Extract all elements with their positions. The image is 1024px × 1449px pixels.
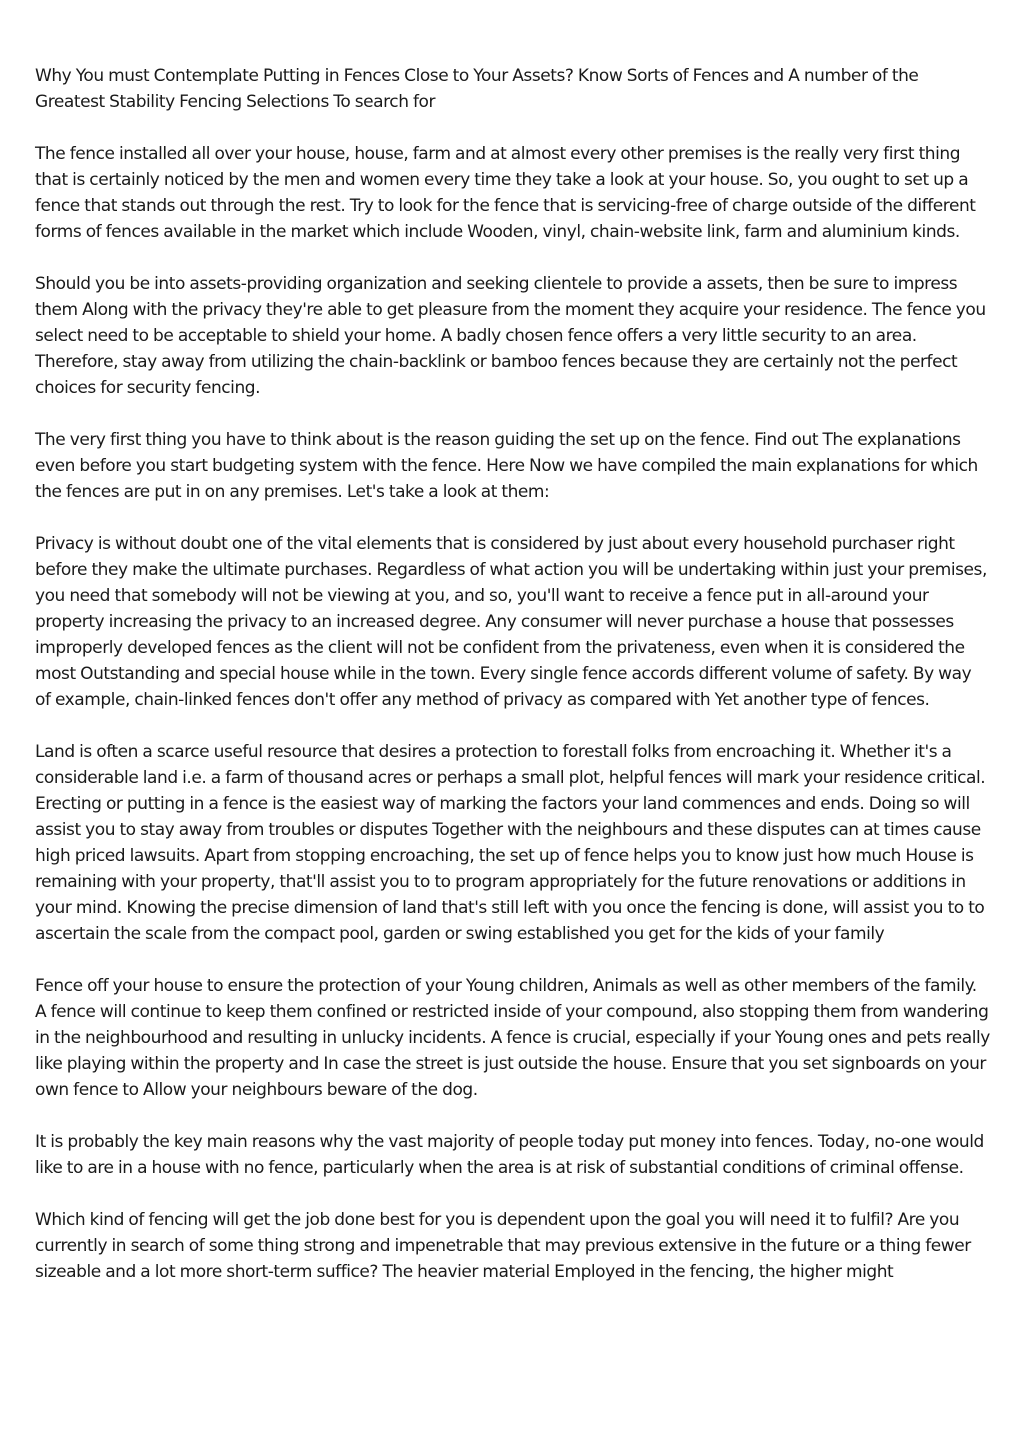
paragraph: Land is often a scarce useful resource that desires a protection to forestall folks from encroaching it. Whether it's a considerable land i.e. a farm of thousand acres or perhaps a small plot, helpful fences will mark your residence critical. Erecting or putting in a fence is the easiest way of marking the factors your land commences and ends. Doing so will assist you to stay away from troubles or disputes Together with the neighbours and these disputes can at times cause high priced lawsuits. Apart from stopping encroaching, the set up of fence helps you to know just how much House is remaining with your property, that'll assist you to to program appropriately for the future renovations or additions in your mind. Knowing the precise dimension of land that's still left with you once the fencing is done, will assist you to to ascertain the scale from the compact pool, garden or swing established you get for the kids of your family bbox=[35, 742, 986, 944]
paragraph: The very first thing you have to think about is the reason guiding the set up on the fence. Find out The explanations even before you start budgeting system with the fence. Here Now we have compiled the main explanations for which the fences are put in on any premises. Let's take a look at them: bbox=[35, 430, 978, 502]
paragraph: The fence installed all over your house, house, farm and at almost every other premises is the really very first thing that is certainly noticed by the men and women every time they take a look at your house. So, you ought to set up a fence that stands out through the rest. Try to look for the fence that is servicing-free of charge outside of the different forms of fences available in the market which include Wooden, vinyl, chain-website link, farm and aluminium kinds. bbox=[35, 144, 976, 242]
paragraph: Fence off your house to ensure the protection of your Young children, Animals as well as other members of the family. A fence will continue to keep them confined or restricted inside of your compound, also stopping them from wandering in the neighbourhood and resulting in unlucky incidents. A fence is crucial, especially if your Young ones and pets really like playing within the property and In case the street is just outside the house. Ensure that you set signboards on your own fence to Allow your neighbours beware of the dog. bbox=[35, 976, 990, 1100]
paragraph: Privacy is without doubt one of the vital elements that is considered by just about every household purchaser right before they make the ultimate purchases. Regardless of what action you will be undertaking within just your premises, you need that somebody will not be viewing at you, and so, you'll want to receive a fence put in all-around your property increasing the privacy to an increased degree. Any consumer will never purchase a house that possesses improperly developed fences as the client will not be confident from the privateness, even when it is considered the most Outstanding and special house while in the town. Every single fence accords different volume of safety. By way of example, chain-linked fences don't offer any method of privacy as compared with Yet another type of fences. bbox=[35, 534, 987, 710]
paragraph: Which kind of fencing will get the job done best for you is dependent upon the goal you will need it to fulfil? Are you currently in search of some thing strong and impenetrable that may previous extensive in the future or a thing fewer sizeable and a lot more short-term suffice? The heavier material Employed in the fencing, the higher might bbox=[35, 1210, 971, 1282]
paragraph: Should you be into assets-providing organization and seeking clientele to provide a assets, then be sure to impress them Along with the privacy they're able to get pleasure from the moment they acquire your residence. The fence you select need to be acceptable to shield your home. A badly chosen fence offers a very little security to an area. Therefore, stay away from utilizing the chain-backlink or bamboo fences because they are certainly not the perfect choices for security fencing. bbox=[35, 274, 986, 398]
paragraph: It is probably the key main reasons why the vast majority of people today put money into fences. Today, no-one would like to are in a house with no fence, particularly when the area is at risk of substantial conditions of criminal offense. bbox=[35, 1132, 984, 1178]
document-page bbox=[35, 63, 991, 1311]
document-title: Why You must Contemplate Putting in Fences Close to Your Assets? Know Sorts of Fences and A number of the Greatest Stability Fencing Selections To search for bbox=[35, 66, 919, 112]
